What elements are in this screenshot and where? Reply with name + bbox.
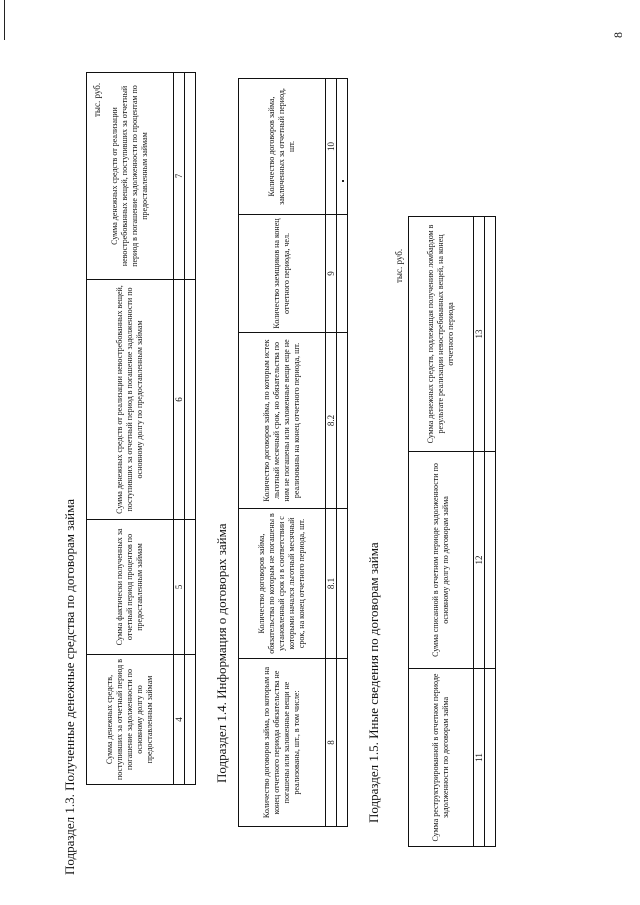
s13-data-cell <box>185 655 196 785</box>
s13-data-cell <box>185 280 196 520</box>
s13-col-6-num: 6 <box>174 280 185 520</box>
s14-col-9-header: Количество заемщиков на конец отчетного периода, чел. <box>239 215 326 333</box>
s14-col-8-2-header: Количество договоров займа, по которым истек льготный месячный срок, но обязательства по ним не погашены или заложенные вещи еще не реализованы на конец отчетного периода, шт. <box>239 333 326 509</box>
s15-col-12-header: Сумма списанной в отчетном периоде задолженности по основному долгу по договорам займа <box>409 452 474 669</box>
s15-col-13-num: 13 <box>474 217 485 452</box>
s14-col-8-1-header: Количество договоров займа, обязательства по которым не погашены в установленный срок и в соответствии с которыми начался льготный месячный срок, на конец отчетного периода, шт. <box>239 509 326 659</box>
s14-col-8-num: 8 <box>326 659 337 827</box>
s13-col-4-num: 4 <box>174 655 185 785</box>
s14-data-cell <box>337 333 348 509</box>
s13-col-6-header: Сумма денежных средств от реализации невостребованных вещей, поступивших за отчетный период в погашение задолженности по основному долгу по предоставленным займам <box>87 280 174 520</box>
s14-col-10-header: Количество договоров займа, заключенных за отчетный период, шт. <box>239 79 326 215</box>
s13-col-5-header: Сумма фактически полученных за отчетный период процентов по предоставленным займам <box>87 520 174 655</box>
s15-data-cell <box>485 669 496 847</box>
s14-data-cell <box>337 659 348 827</box>
s15-col-11-num: 11 <box>474 669 485 847</box>
s14-data-cell <box>337 509 348 659</box>
s15-col-11-header: Сумма реструктурированной в отчетном периоде задолженности по договорам займа <box>409 669 474 847</box>
s14-col-8-header: Количество договоров займа, по которым на конец отчетного периода обязательства не погашены или заложенные вещи не реализованы, шт., в том числе: <box>239 659 326 827</box>
s15-data-cell <box>485 452 496 669</box>
s15-data-cell <box>485 217 496 452</box>
s13-data-cell <box>185 73 196 280</box>
s14-col-8-1-num: 8.1 <box>326 509 337 659</box>
section-1-3-title: Подраздел 1.3. Полученные денежные средства по договорам займа <box>62 499 77 875</box>
s13-col-4-header: Сумма денежных средств, поступивших за отчетный период в погашение задолженности по основному долгу по предоставленным займам <box>87 655 174 785</box>
s14-col-9-num: 9 <box>326 215 337 333</box>
s13-data-cell <box>185 520 196 655</box>
s15-col-13-header: Сумма денежных средств, подлежащая получению ломбардом в результате реализации невостребованных вещей, на конец отчетного периода <box>409 217 474 452</box>
s13-col-5-num: 5 <box>174 520 185 655</box>
s13-col-7-header: Сумма денежных средств от реализации невостребованных вещей, поступивших за отчетный период в погашение задолженности по процентам по предоставленным займам <box>87 73 174 280</box>
section-1-5-table <box>408 216 496 847</box>
section-1-4-title: Подраздел 1.4. Информация о договорах займа <box>214 523 229 783</box>
s15-col-12-num: 12 <box>474 452 485 669</box>
section-1-5-title: Подраздел 1.5. Иные сведения по договорам займа <box>366 542 381 823</box>
s13-col-7-num: 7 <box>174 73 185 280</box>
s14-data-cell <box>337 79 348 215</box>
section-1-3-table <box>86 72 196 785</box>
section-1-4-table <box>238 78 348 827</box>
section-1-5-unit: тыс. руб. <box>394 248 404 283</box>
s14-data-cell <box>337 215 348 333</box>
section-1-3-unit: тыс. руб. <box>92 82 102 117</box>
s14-col-8-2-num: 8.2 <box>326 333 337 509</box>
page-number: 8 <box>611 32 625 38</box>
s14-col-10-num: 10 <box>326 79 337 215</box>
